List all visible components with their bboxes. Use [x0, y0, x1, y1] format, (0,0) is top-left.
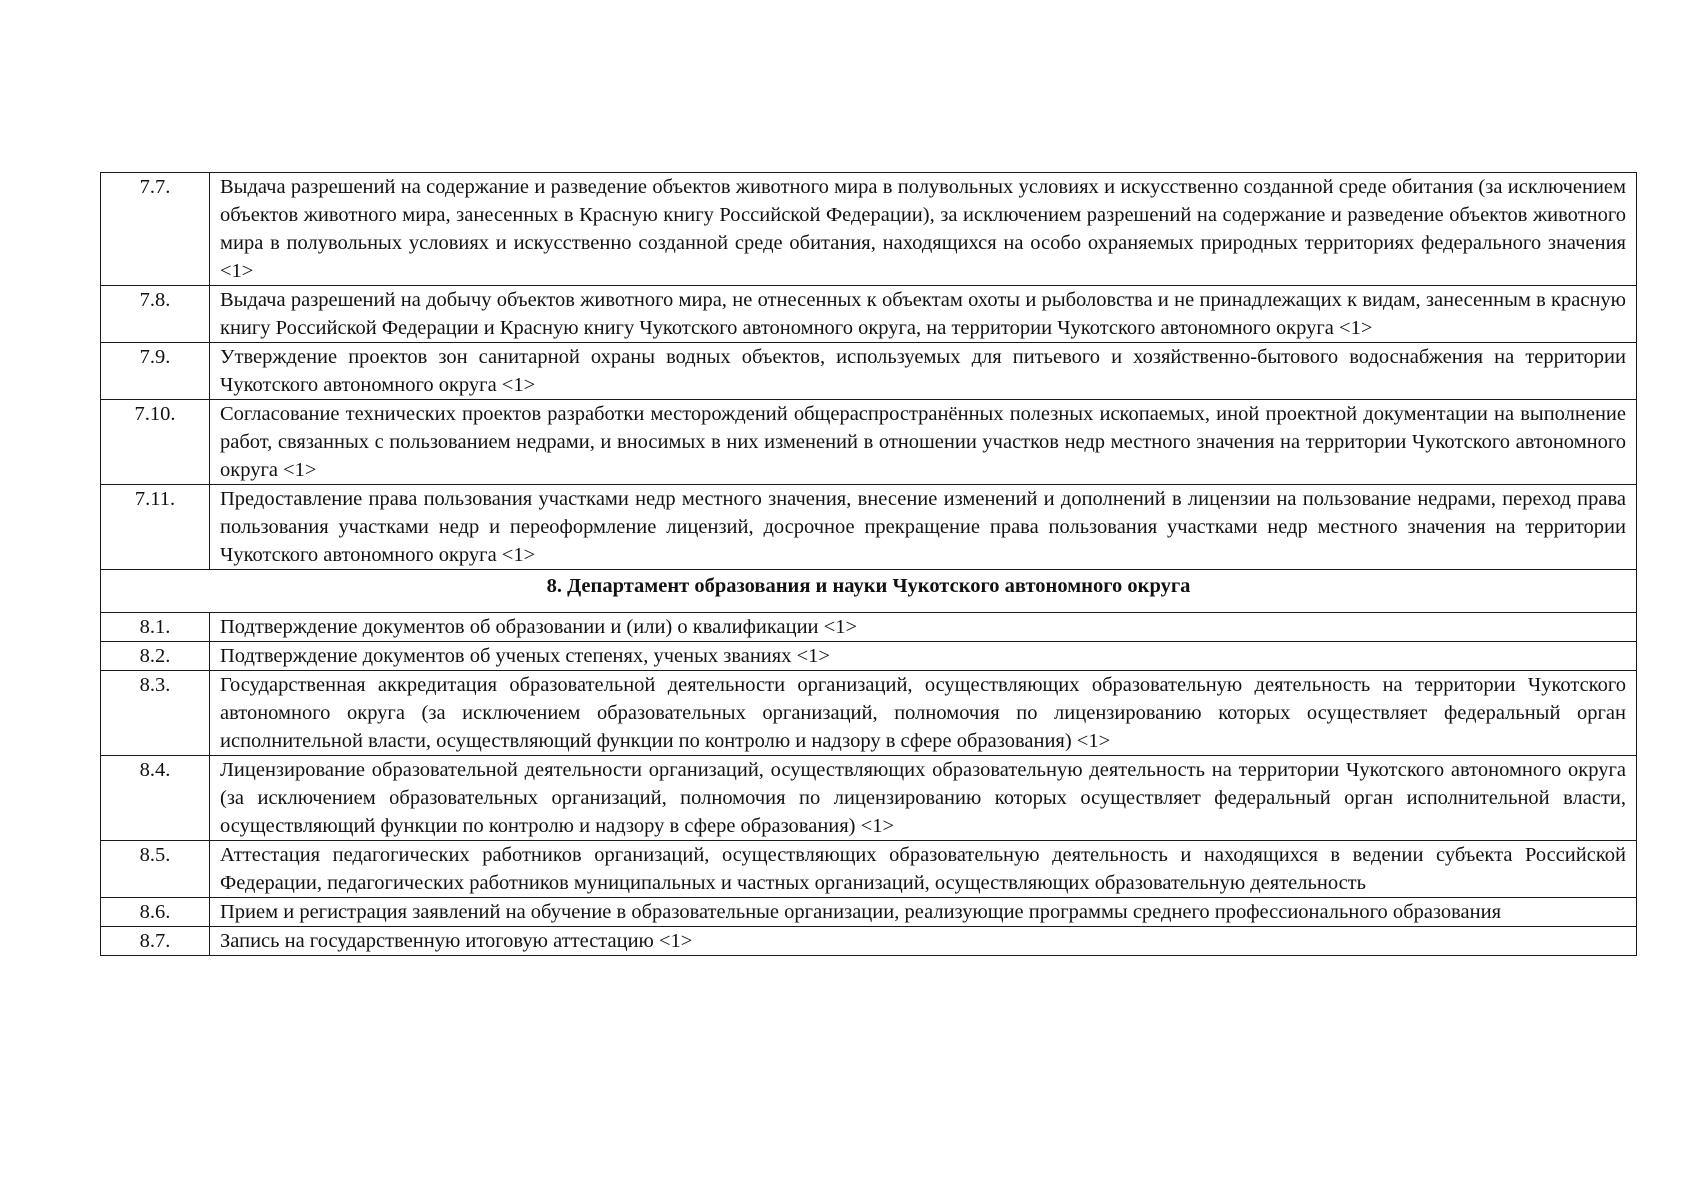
table-row: [101, 841, 1637, 898]
row-number: 7.10.: [101, 400, 210, 485]
row-number: 7.9.: [101, 343, 210, 400]
table-row: [101, 173, 1637, 286]
table-row: [101, 286, 1637, 343]
table-row: [101, 613, 1637, 642]
row-text: Предоставление права пользования участками недр местного значения, внесение изменений и дополнений в лицензии на пользование недрами, переход права пользования участками недр и переоформление лицензий, досрочное прекращение права пользования участками недр местного значения на территории Чукотского автономного округа <1>: [210, 485, 1637, 570]
row-number: 7.8.: [101, 286, 210, 343]
table-row: [101, 400, 1637, 485]
table-row: [101, 485, 1637, 570]
table-row: [101, 756, 1637, 841]
services-table: [100, 172, 1637, 956]
table-row: [101, 671, 1637, 756]
row-text: Подтверждение документов об образовании и (или) о квалификации <1>: [210, 613, 1637, 642]
table-row: [101, 642, 1637, 671]
row-text: Государственная аккредитация образовательной деятельности организаций, осуществляющих образовательную деятельность на территории Чукотского автономного округа (за исключением образовательных организаций, полномочия по лицензированию которых осуществляет федеральный орган исполнительной власти, осуществляющий функции по контролю и надзору в сфере образования) <1>: [210, 671, 1637, 756]
row-text: Аттестация педагогических работников организаций, осуществляющих образовательную деятельность и находящихся в ведении субъекта Российской Федерации, педагогических работников муниципальных и частных организаций, осуществляющих образовательную деятельность: [210, 841, 1637, 898]
table-row: [101, 898, 1637, 927]
row-text: Согласование технических проектов разработки месторождений общераспространённых полезных ископаемых, иной проектной документации на выполнение работ, связанных с пользованием недрами, и вносимых в них изменений в отношении участков недр местного значения на территории Чукотского автономного округа <1>: [210, 400, 1637, 485]
row-text: Лицензирование образовательной деятельности организаций, осуществляющих образовательную деятельность на территории Чукотского автономного округа (за исключением образовательных организаций, полномочия по лицензированию которых осуществляет федеральный орган исполнительной власти, осуществляющий функции по контролю и надзору в сфере образования) <1>: [210, 756, 1637, 841]
row-number: 7.7.: [101, 173, 210, 286]
row-number: 8.5.: [101, 841, 210, 898]
row-text: Выдача разрешений на содержание и разведение объектов животного мира в полувольных условиях и искусственно созданной среде обитания (за исключением объектов животного мира, занесенных в Красную книгу Российской Федерации), за исключением разрешений на содержание и разведение объектов животного мира в полувольных условиях и искусственно созданной среде обитания, находящихся на особо охраняемых природных территориях федерального значения <1>: [210, 173, 1637, 286]
row-text: Прием и регистрация заявлений на обучение в образовательные организации, реализующие программы среднего профессионального образования: [210, 898, 1637, 927]
row-number: 8.4.: [101, 756, 210, 841]
row-text: Утверждение проектов зон санитарной охраны водных объектов, используемых для питьевого и хозяйственно-бытового водоснабжения на территории Чукотского автономного округа <1>: [210, 343, 1637, 400]
row-number: 8.6.: [101, 898, 210, 927]
row-text: Выдача разрешений на добычу объектов животного мира, не отнесенных к объектам охоты и рыболовства и не принадлежащих к видам, занесенным в красную книгу Российской Федерации и Красную книгу Чукотского автономного округа, на территории Чукотского автономного округа <1>: [210, 286, 1637, 343]
row-number: 8.3.: [101, 671, 210, 756]
section-title: 8. Департамент образования и науки Чукотского автономного округа: [101, 570, 1637, 613]
row-number: 8.7.: [101, 927, 210, 956]
table-row: [101, 343, 1637, 400]
row-number: 8.1.: [101, 613, 210, 642]
row-number: 7.11.: [101, 485, 210, 570]
row-text: Запись на государственную итоговую аттестацию <1>: [210, 927, 1637, 956]
row-number: 8.2.: [101, 642, 210, 671]
section-header-row: [101, 570, 1637, 613]
table-row: [101, 927, 1637, 956]
row-text: Подтверждение документов об ученых степенях, ученых званиях <1>: [210, 642, 1637, 671]
